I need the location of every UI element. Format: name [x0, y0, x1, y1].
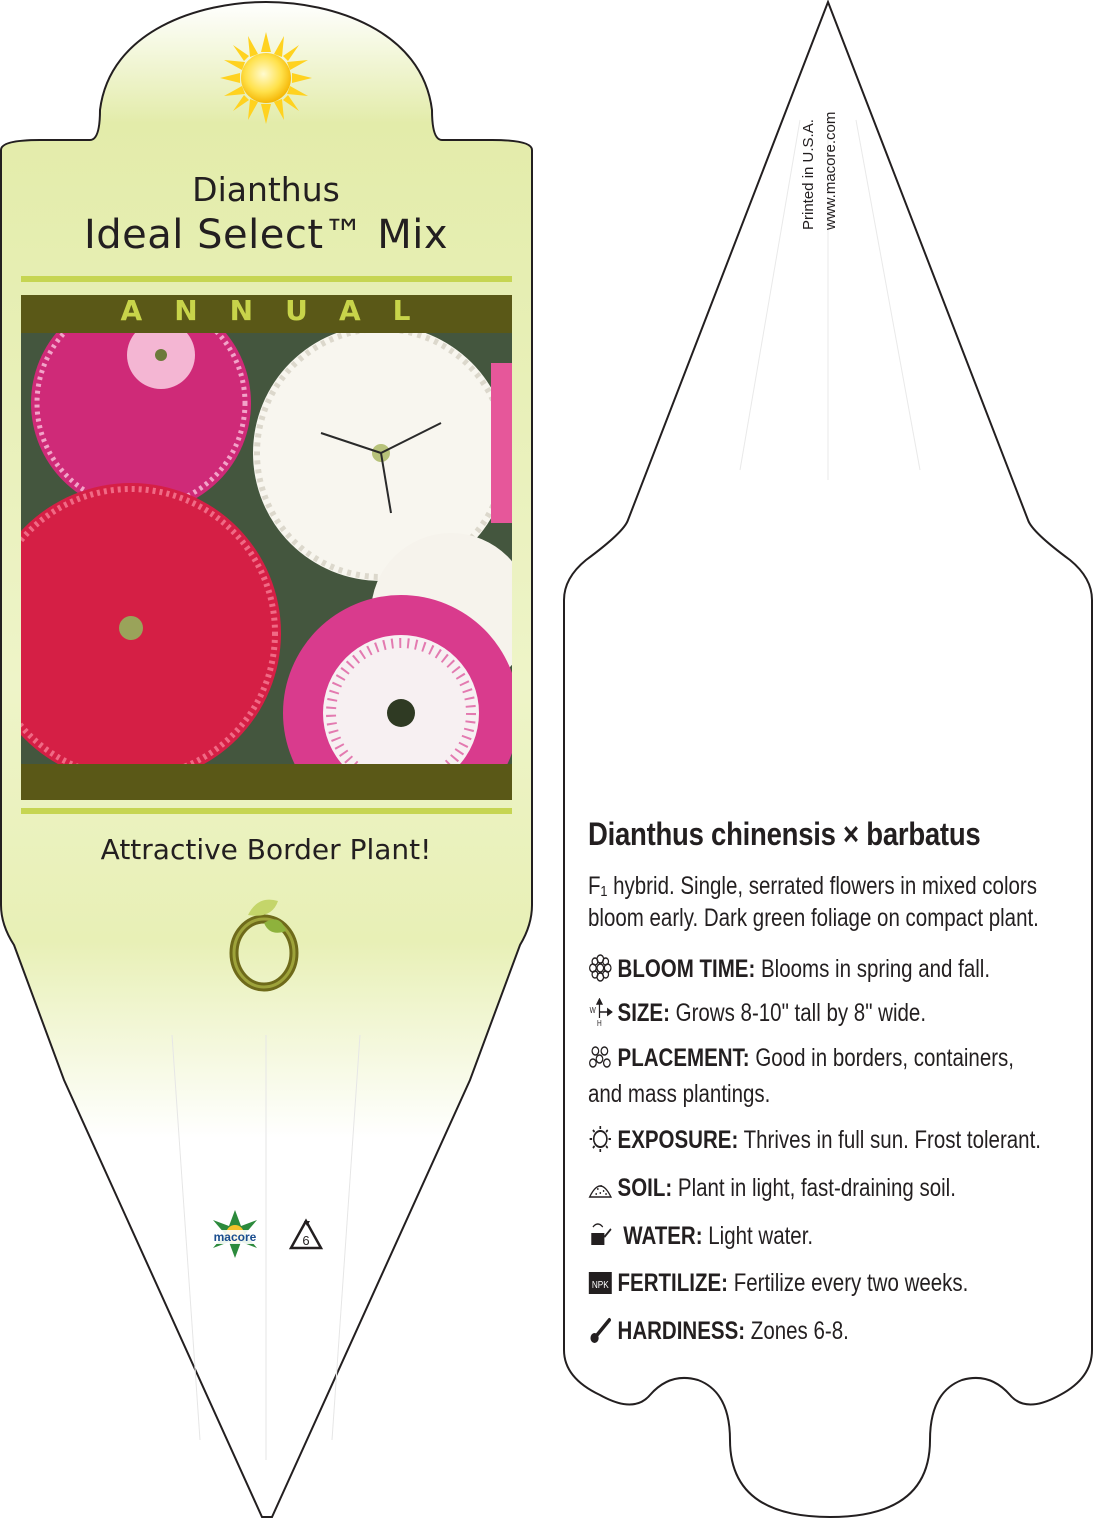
category-label: ANNUAL — [120, 294, 443, 327]
macore-wordmark: macore — [213, 1230, 257, 1244]
attr-text: Grows 8-10" tall by 8" wide. — [675, 999, 927, 1027]
attr-text: Light water. — [708, 1222, 814, 1250]
macore-logo — [205, 1208, 265, 1264]
printed-in: Printed in U.S.A. — [800, 119, 817, 230]
sprout-logo-icon — [228, 893, 304, 993]
attr-size — [588, 995, 1064, 1031]
description: F₁ hybrid. Single, serrated flowers in mixed colors bloom early. Dark green foliage on compact plant. — [588, 872, 1039, 932]
sun-icon — [218, 30, 314, 126]
attr-text: Blooms in spring and fall. — [761, 955, 991, 983]
attr-text: Fertilize every two weeks. — [733, 1269, 969, 1297]
attr-label: EXPOSURE: — [617, 1126, 739, 1154]
recycle-icon — [286, 1218, 326, 1256]
npk-icon — [588, 1268, 613, 1296]
thermometer-icon — [588, 1316, 613, 1344]
attr-fertilize — [588, 1265, 1064, 1301]
website: www.macore.com — [822, 111, 839, 230]
attr-label: FERTILIZE: — [617, 1269, 728, 1297]
flower-icon — [588, 954, 613, 982]
genus-title: Dianthus — [192, 170, 340, 209]
placement-icon — [588, 1043, 613, 1071]
attr-soil — [588, 1170, 1064, 1206]
svg-text:W: W — [589, 1005, 596, 1016]
svg-text:NPK: NPK — [591, 1279, 609, 1291]
flower-photo — [21, 333, 512, 764]
watering-can-icon — [588, 1221, 613, 1249]
attr-label: PLACEMENT: — [617, 1044, 750, 1072]
attr-exposure — [588, 1122, 1064, 1158]
photo-bottom-band — [21, 764, 512, 800]
size-arrows-icon — [588, 998, 613, 1026]
soil-icon — [588, 1173, 613, 1201]
attr-label: SIZE: — [617, 999, 670, 1027]
recycle-code: 6 — [302, 1233, 310, 1248]
sun-outline-icon — [588, 1125, 613, 1153]
variety-title: Ideal Select™ Mix — [83, 212, 449, 258]
attr-text: Zones 6-8. — [750, 1317, 849, 1345]
printed-notice — [800, 70, 840, 230]
svg-text:H: H — [597, 1018, 602, 1026]
attr-text: Good in borders, containers, and mass plantings. — [588, 1044, 1015, 1108]
tagline: Attractive Border Plant! — [100, 833, 432, 866]
attr-text: Plant in light, fast-draining soil. — [677, 1174, 956, 1202]
attr-label: BLOOM TIME: — [617, 955, 756, 983]
latin-name: Dianthus chinensis × barbatus — [588, 816, 981, 852]
attr-label: SOIL: — [617, 1174, 673, 1202]
attr-label: WATER: — [623, 1222, 703, 1250]
attr-bloom-time — [588, 951, 1064, 987]
attr-placement — [588, 1040, 1047, 1112]
attr-hardiness — [588, 1313, 1064, 1349]
attr-text: Thrives in full sun. Frost tolerant. — [743, 1126, 1041, 1154]
attr-label: HARDINESS: — [617, 1317, 746, 1345]
attr-water — [588, 1218, 1064, 1254]
